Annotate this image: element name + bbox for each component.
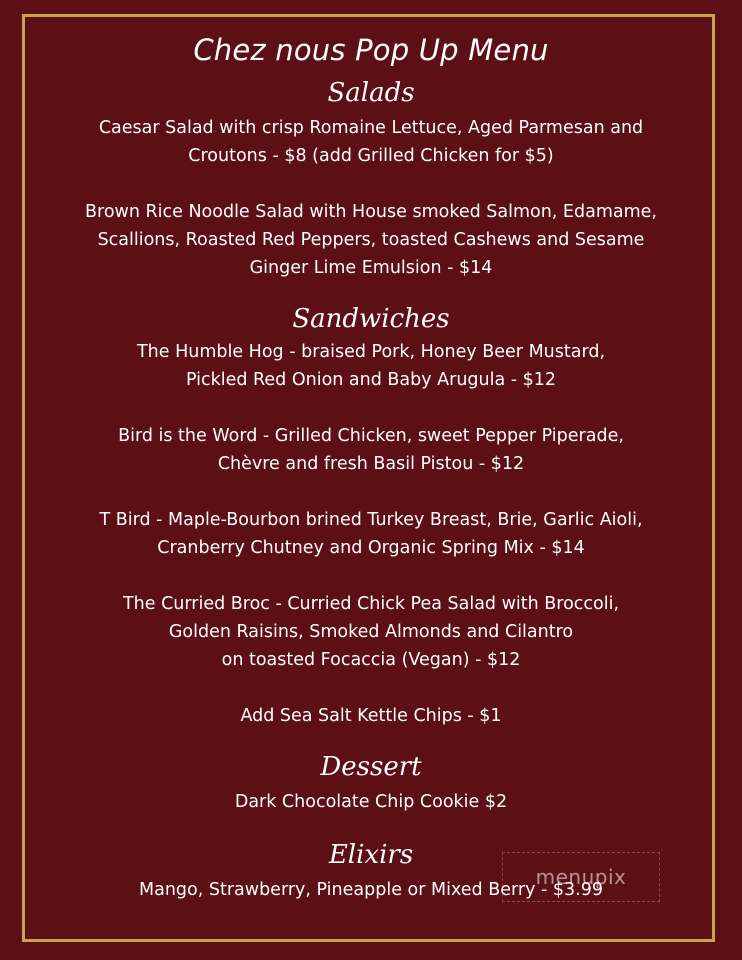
menu-item-humble-hog: The Humble Hog - braised Pork, Honey Beer Mustard, Pickled Red Onion and Baby Arugula - $12 (136, 342, 606, 390)
section-heading-elixirs: Elixirs (328, 840, 414, 870)
menu-title: Chez nous Pop Up Menu (193, 33, 549, 67)
section-dessert (30, 750, 712, 816)
section-sandwiches (30, 302, 712, 730)
section-salads (30, 76, 712, 282)
menu-item-bird-is-the-word: Bird is the Word - Grilled Chicken, sweet Pepper Piperade, Chèvre and fresh Basil Pistou - $12 (118, 426, 624, 474)
menu-item-elixirs: Mango, Strawberry, Pineapple or Mixed Berry - $3.99 (139, 880, 603, 900)
menu-item-caesar-salad: Caesar Salad with crisp Romaine Lettuce, Aged Parmesan and Croutons - $8 (add Grilled Chicken for $5) (98, 118, 644, 166)
section-heading-dessert: Dessert (320, 752, 422, 782)
menu-item-brown-rice-noodle-salad: Brown Rice Noodle Salad with House smoked Salmon, Edamame, Scallions, Roasted Red Peppers, toasted Cashews and Sesame Ginger Lime Emulsion - $14 (85, 202, 657, 278)
section-heading-sandwiches: Sandwiches (292, 304, 450, 334)
menu-content (30, 14, 712, 904)
watermark-logo: menupix (502, 852, 660, 902)
menu-item-chocolate-chip-cookie: Dark Chocolate Chip Cookie $2 (234, 792, 508, 812)
menu-item-t-bird: T Bird - Maple-Bourbon brined Turkey Breast, Brie, Garlic Aioli, Cranberry Chutney and Organic Spring Mix - $14 (99, 510, 643, 558)
section-heading-salads: Salads (327, 78, 415, 108)
menu-item-kettle-chips: Add Sea Salt Kettle Chips - $1 (240, 706, 502, 726)
menu-item-curried-broc: The Curried Broc - Curried Chick Pea Salad with Broccoli, Golden Raisins, Smoked Almonds and Cilantro on toasted Focaccia (Vegan) - $12 (122, 594, 620, 670)
